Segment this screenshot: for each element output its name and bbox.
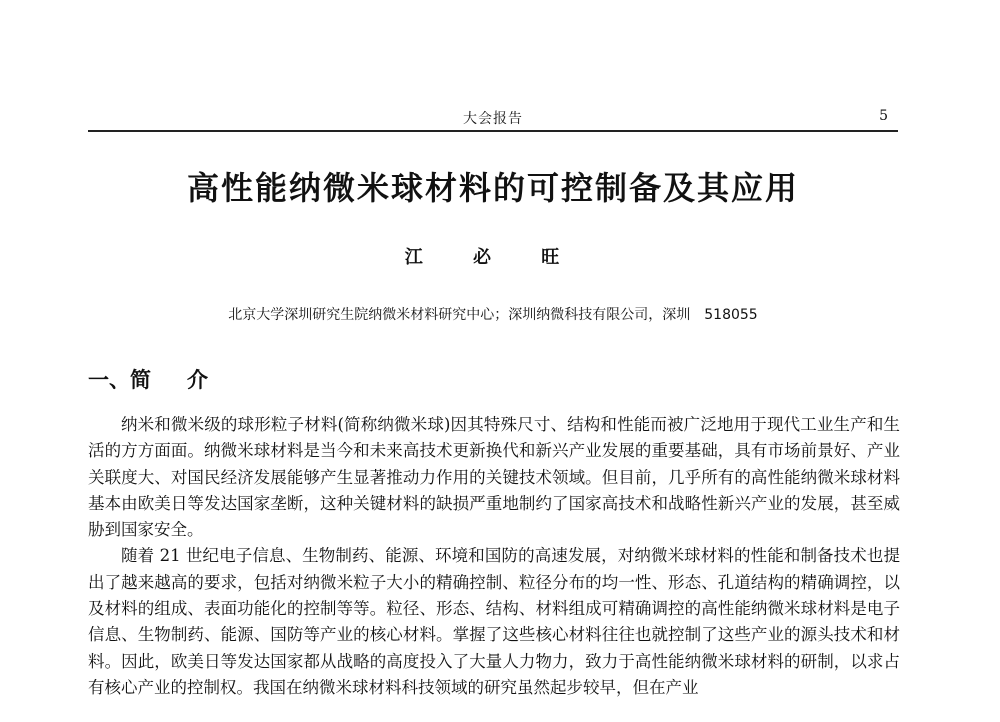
body-text xyxy=(88,412,900,701)
running-header xyxy=(88,100,898,132)
author-name: 江 必 旺 xyxy=(404,247,582,268)
section-number: 一、 xyxy=(88,368,130,392)
section-heading xyxy=(88,364,208,394)
page-number: 5 xyxy=(879,108,888,124)
author-affiliation: 北京大学深圳研究生院纳微米材料研究中心；深圳纳微科技有限公司，深圳 518055 xyxy=(228,307,758,323)
article-title: 高性能纳微米球材料的可控制备及其应用 xyxy=(186,169,799,207)
paragraph: 纳米和微米级的球形粒子材料(简称纳微米球)因其特殊尺寸、结构和性能而被广泛地用于现代工业生产和生活的方方面面。纳微米球材料是当今和未来高技术更新换代和新兴产业发展的重要基础，具有市场前景好、产业关联度大、对国民经济发展能够产生显著推动力作用的关键技术领域。但目前，几乎所有的高性能纳微米球材料基本由欧美日等发达国家垄断，这种关键材料的缺损严重地制约了国家高技术和战略性新兴产业的发展，甚至威胁到国家安全。 xyxy=(88,415,900,540)
section-title-part2: 介 xyxy=(187,368,208,392)
paragraph: 随着 21 世纪电子信息、生物制药、能源、环境和国防的高速发展，对纳微米球材料的性能和制备技术也提出了越来越高的要求，包括对纳微米粒子大小的精确控制、粒径分布的均一性、形态、孔道结构的精确调控，以及材料的组成、表面功能化的控制等等。粒径、形态、结构、材料组成可精确调控的高性能纳微米球材料是电子信息、生物制药、能源、国防等产业的核心材料。掌握了这些核心材料往往也就控制了这些产业的源头技术和材料。因此，欧美日等发达国家都从战略的高度投入了大量人力物力，致力于高性能纳微米球材料的研制，以求占有核心产业的控制权。我国在纳微米球材料科技领域的研究虽然起步较早，但在产业 xyxy=(88,546,900,697)
section-title-part1: 简 xyxy=(130,368,151,392)
running-title: 大会报告 xyxy=(463,111,523,127)
